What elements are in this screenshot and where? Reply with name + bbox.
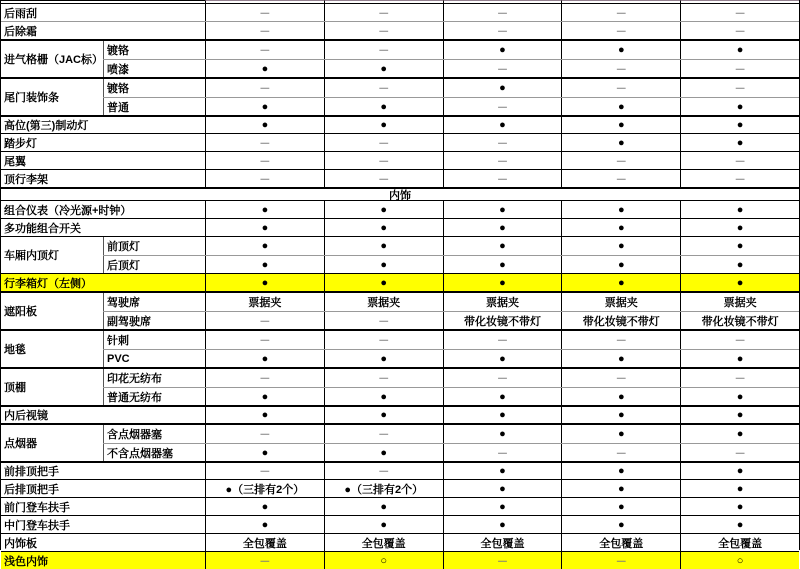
value-cell: ● <box>561 41 680 59</box>
feature-sub-row <box>103 387 799 405</box>
value-cell: － <box>680 79 799 97</box>
value-cell: － <box>205 152 324 169</box>
feature-row <box>1 461 799 479</box>
value-cell: ● <box>443 425 562 443</box>
value-cell: ● <box>680 117 799 133</box>
value-cell: ● <box>561 274 680 291</box>
feature-group-label: 尾门装饰条 <box>4 92 59 104</box>
feature-row <box>1 218 799 236</box>
feature-sub-label: 普通 <box>103 98 205 115</box>
feature-group-label: 地毯 <box>4 344 26 356</box>
value-cell: 带化妆镜不带灯 <box>561 312 680 329</box>
value-cell: － <box>443 4 562 21</box>
value-cell: － <box>324 312 443 329</box>
value-cell: － <box>324 41 443 59</box>
value-cell: － <box>324 170 443 187</box>
feature-sub-label: 喷漆 <box>103 60 205 77</box>
value-cell: － <box>443 134 562 151</box>
value-cell: ● <box>680 407 799 423</box>
value-cell: － <box>205 312 324 329</box>
feature-group-body <box>103 369 799 405</box>
value-cell: ● <box>680 219 799 236</box>
feature-sub-label: 前顶灯 <box>103 237 205 255</box>
value-cell: － <box>205 22 324 39</box>
feature-group-label: 遮阳板 <box>4 306 37 318</box>
value-cell: ● <box>443 237 562 255</box>
value-cell: 全包覆盖 <box>680 534 799 551</box>
feature-row <box>1 133 799 151</box>
feature-sub-row <box>103 41 799 59</box>
value-cell: ● <box>443 41 562 59</box>
value-cell: ● <box>561 134 680 151</box>
value-cell: 票据夹 <box>443 293 562 311</box>
value-cell: ● <box>443 463 562 479</box>
feature-group-row <box>1 77 799 115</box>
value-cell: 全包覆盖 <box>443 534 562 551</box>
value-cell: － <box>680 369 799 387</box>
value-cell: ● <box>561 388 680 405</box>
feature-sub-label: 驾驶席 <box>103 293 205 311</box>
feature-sub-row <box>103 369 799 387</box>
value-cell: ● <box>680 463 799 479</box>
partial-cell <box>561 0 680 3</box>
partial-cell <box>680 0 799 3</box>
feature-label: 顶行李架 <box>4 173 48 186</box>
value-cell: － <box>324 425 443 443</box>
value-cell: 票据夹 <box>205 293 324 311</box>
feature-row <box>1 479 799 497</box>
feature-row <box>1 405 799 423</box>
value-cell: ○ <box>324 552 443 569</box>
value-cell: 带化妆镜不带灯 <box>680 312 799 329</box>
feature-group-label: 顶棚 <box>4 382 26 394</box>
value-cell: ● <box>680 480 799 497</box>
value-cell: － <box>205 79 324 97</box>
feature-sub-label: 含点烟器塞 <box>103 425 205 443</box>
value-cell: － <box>324 369 443 387</box>
value-cell: － <box>561 4 680 21</box>
value-cell: － <box>680 22 799 39</box>
feature-row <box>1 551 799 569</box>
feature-sub-row <box>103 443 799 461</box>
feature-label: 踏步灯 <box>4 137 37 150</box>
value-cell: ● <box>443 274 562 291</box>
value-cell: － <box>680 170 799 187</box>
value-cell: － <box>205 425 324 443</box>
partial-cell <box>205 0 324 3</box>
value-cell: － <box>205 463 324 479</box>
value-cell: － <box>561 152 680 169</box>
feature-sub-label: 镀铬 <box>103 41 205 59</box>
value-cell: ● <box>561 117 680 133</box>
value-cell: ● <box>680 134 799 151</box>
feature-sub-label: 镀铬 <box>103 79 205 97</box>
value-cell: － <box>561 444 680 461</box>
feature-label: 中门登车扶手 <box>4 519 70 532</box>
value-cell: 带化妆镜不带灯 <box>443 312 562 329</box>
value-cell: ● <box>561 237 680 255</box>
value-cell: － <box>561 79 680 97</box>
feature-label: 多功能组合开关 <box>4 222 81 235</box>
feature-group-label: 车厢内顶灯 <box>4 250 59 262</box>
value-cell: ● <box>443 480 562 497</box>
value-cell: ● <box>561 407 680 423</box>
value-cell: － <box>205 552 324 569</box>
feature-label: 后排顶把手 <box>4 483 59 496</box>
value-cell: ● <box>561 425 680 443</box>
value-cell: － <box>205 41 324 59</box>
feature-label: 高位(第三)制动灯 <box>4 120 89 132</box>
value-cell: ● <box>680 425 799 443</box>
value-cell: ● <box>680 237 799 255</box>
value-cell: ● <box>205 274 324 291</box>
feature-sub-label: 普通无纺布 <box>103 388 205 405</box>
feature-label: 后雨刮 <box>4 7 37 20</box>
value-cell: ● <box>443 388 562 405</box>
value-cell: ● <box>443 256 562 273</box>
feature-group-row <box>1 236 799 273</box>
value-cell: － <box>561 369 680 387</box>
partial-label-spacer <box>1 0 205 3</box>
value-cell: ● <box>324 274 443 291</box>
feature-label: 尾翼 <box>4 155 26 168</box>
value-cell: － <box>680 4 799 21</box>
partial-cell <box>443 0 562 3</box>
value-cell: － <box>443 152 562 169</box>
value-cell: ● <box>324 201 443 218</box>
value-cell: 全包覆盖 <box>561 534 680 551</box>
feature-label: 行李箱灯（左侧） <box>4 277 92 290</box>
feature-sub-label: 针刺 <box>103 331 205 349</box>
feature-label: 内后视镜 <box>4 410 48 422</box>
value-cell: － <box>680 152 799 169</box>
value-cell: ● <box>205 60 324 77</box>
value-cell: － <box>324 331 443 349</box>
value-cell: － <box>680 60 799 77</box>
value-cell: ● <box>561 201 680 218</box>
value-cell: ● <box>205 516 324 533</box>
value-cell: － <box>205 170 324 187</box>
value-cell: ● <box>205 237 324 255</box>
value-cell: ● <box>561 256 680 273</box>
value-cell: ○ <box>680 552 799 569</box>
value-cell: ● <box>205 98 324 115</box>
feature-sub-row <box>103 349 799 367</box>
value-cell: － <box>205 134 324 151</box>
value-cell: ● <box>443 407 562 423</box>
value-cell: － <box>205 331 324 349</box>
value-cell: － <box>680 444 799 461</box>
feature-sub-row <box>103 237 799 255</box>
value-cell: － <box>561 60 680 77</box>
feature-row <box>1 3 799 21</box>
feature-sub-label: 副驾驶席 <box>103 312 205 329</box>
feature-label: 浅色内饰 <box>4 555 48 568</box>
feature-sub-row <box>103 79 799 97</box>
value-cell: － <box>443 444 562 461</box>
value-cell: ● <box>680 201 799 218</box>
value-cell: ● <box>561 219 680 236</box>
value-cell: ● <box>205 219 324 236</box>
value-cell: ●（三排有2个） <box>205 480 324 497</box>
partial-top-row <box>1 0 799 3</box>
value-cell: － <box>443 22 562 39</box>
value-cell: ● <box>324 444 443 461</box>
feature-group-body <box>103 331 799 367</box>
value-cell: ● <box>205 388 324 405</box>
value-cell: ● <box>680 98 799 115</box>
feature-row <box>1 151 799 169</box>
value-cell: － <box>205 4 324 21</box>
feature-group-body <box>103 293 799 329</box>
feature-sub-row <box>103 97 799 115</box>
value-cell: ● <box>324 516 443 533</box>
feature-sub-row <box>103 59 799 77</box>
value-cell: － <box>561 552 680 569</box>
value-cell: － <box>324 463 443 479</box>
value-cell: ● <box>680 350 799 367</box>
value-cell: ● <box>324 498 443 515</box>
value-cell: ● <box>324 98 443 115</box>
value-cell: 票据夹 <box>680 293 799 311</box>
value-cell: ● <box>680 256 799 273</box>
value-cell: － <box>443 552 562 569</box>
feature-group-body <box>103 425 799 461</box>
feature-group-label: 进气格栅（JAC标） <box>4 54 104 66</box>
feature-sub-row <box>103 425 799 443</box>
feature-group-row <box>1 367 799 405</box>
value-cell: 全包覆盖 <box>324 534 443 551</box>
section-header <box>1 187 799 200</box>
value-cell: ● <box>561 480 680 497</box>
value-cell: － <box>324 4 443 21</box>
feature-group-body <box>103 237 799 273</box>
value-cell: ● <box>205 498 324 515</box>
feature-row <box>1 115 799 133</box>
value-cell: － <box>324 79 443 97</box>
value-cell: － <box>205 369 324 387</box>
value-cell: － <box>324 134 443 151</box>
feature-sub-row <box>103 311 799 329</box>
feature-label: 前门登车扶手 <box>4 501 70 514</box>
value-cell: ● <box>324 219 443 236</box>
feature-row <box>1 533 799 551</box>
feature-group-row <box>1 39 799 77</box>
value-cell: ● <box>561 98 680 115</box>
feature-group-body <box>103 41 799 77</box>
value-cell: ● <box>443 350 562 367</box>
value-cell: ● <box>443 79 562 97</box>
value-cell: ● <box>205 444 324 461</box>
value-cell: ● <box>324 237 443 255</box>
feature-label: 组合仪表（冷光源+时钟） <box>4 204 132 217</box>
value-cell: ● <box>680 498 799 515</box>
feature-group-row <box>1 423 799 461</box>
value-cell: ● <box>680 41 799 59</box>
value-cell: ● <box>324 350 443 367</box>
value-cell: － <box>443 170 562 187</box>
value-cell: ● <box>324 117 443 133</box>
value-cell: ● <box>324 388 443 405</box>
value-cell: － <box>443 331 562 349</box>
feature-group-row <box>1 291 799 329</box>
value-cell: ●（三排有2个） <box>324 480 443 497</box>
feature-row <box>1 497 799 515</box>
feature-sub-label: 不含点烟器塞 <box>103 444 205 461</box>
value-cell: ● <box>205 350 324 367</box>
feature-row <box>1 21 799 39</box>
value-cell: － <box>561 331 680 349</box>
value-cell: ● <box>443 201 562 218</box>
feature-sub-label: PVC <box>103 350 205 367</box>
value-cell: ● <box>443 498 562 515</box>
feature-group-label: 点烟器 <box>4 438 37 450</box>
value-cell: 票据夹 <box>324 293 443 311</box>
value-cell: ● <box>205 201 324 218</box>
feature-label: 后除霜 <box>4 25 37 38</box>
feature-row <box>1 200 799 218</box>
value-cell: ● <box>561 516 680 533</box>
value-cell: 票据夹 <box>561 293 680 311</box>
value-cell: ● <box>680 274 799 291</box>
value-cell: ● <box>324 60 443 77</box>
feature-sub-label: 后顶灯 <box>103 256 205 273</box>
value-cell: ● <box>561 463 680 479</box>
value-cell: ● <box>205 407 324 423</box>
feature-group-body <box>103 79 799 115</box>
value-cell: － <box>561 170 680 187</box>
value-cell: 全包覆盖 <box>205 534 324 551</box>
value-cell: － <box>324 22 443 39</box>
value-cell: ● <box>680 388 799 405</box>
value-cell: － <box>680 331 799 349</box>
feature-group-row <box>1 329 799 367</box>
value-cell: － <box>443 98 562 115</box>
value-cell: ● <box>561 498 680 515</box>
value-cell: ● <box>443 219 562 236</box>
value-cell: ● <box>680 516 799 533</box>
feature-label: 前排顶把手 <box>4 466 59 478</box>
value-cell: ● <box>205 256 324 273</box>
feature-sub-row <box>103 331 799 349</box>
value-cell: ● <box>205 117 324 133</box>
value-cell: ● <box>324 407 443 423</box>
value-cell: － <box>561 22 680 39</box>
value-cell: － <box>443 369 562 387</box>
partial-cell <box>324 0 443 3</box>
feature-row <box>1 273 799 291</box>
feature-sub-row <box>103 293 799 311</box>
feature-row <box>1 169 799 187</box>
value-cell: ● <box>324 256 443 273</box>
feature-sub-label: 印花无纺布 <box>103 369 205 387</box>
feature-sub-row <box>103 255 799 273</box>
section-header-label: 内饰 <box>389 189 411 202</box>
value-cell: － <box>324 152 443 169</box>
value-cell: ● <box>443 117 562 133</box>
value-cell: ● <box>443 516 562 533</box>
value-cell: － <box>443 60 562 77</box>
value-cell: ● <box>561 350 680 367</box>
feature-label: 内饰板 <box>4 537 37 550</box>
feature-row <box>1 515 799 533</box>
